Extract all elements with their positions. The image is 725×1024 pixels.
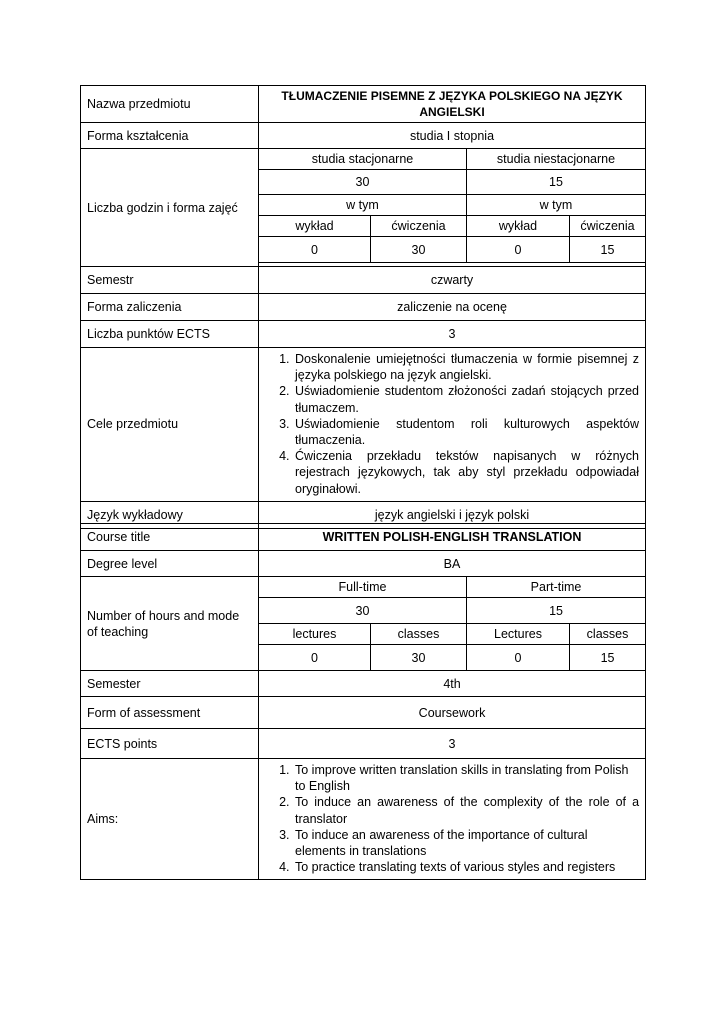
parttime-classes-value: 15 bbox=[570, 645, 646, 671]
aim-item: 3. To induce an awareness of the importance of cultural elements in translations bbox=[293, 827, 639, 859]
aim-item: 2. Uświadomienie studentom złożoności zadań stojących przed tłumaczem. bbox=[293, 383, 639, 415]
english-course-table bbox=[80, 523, 646, 880]
fulltime-lectures-value: 0 bbox=[259, 645, 371, 671]
course-name-value: TŁUMACZENIE PISEMNE Z JĘZYKA POLSKIEGO NA JĘZYK ANGIELSKI bbox=[259, 86, 646, 123]
aims-label: Aims: bbox=[81, 759, 259, 880]
parttime-lectures-header: wykład bbox=[467, 216, 570, 237]
fulltime-classes-header: ćwiczenia bbox=[371, 216, 467, 237]
hours-label: Liczba godzin i forma zajęć bbox=[81, 149, 259, 267]
course-title-value: WRITTEN POLISH-ENGLISH TRANSLATION bbox=[259, 524, 646, 551]
parttime-classes-value: 15 bbox=[570, 237, 646, 263]
fulltime-lectures-value: 0 bbox=[259, 237, 371, 263]
fulltime-classes-value: 30 bbox=[371, 645, 467, 671]
parttime-hours: 15 bbox=[467, 598, 646, 624]
parttime-classes-header: ćwiczenia bbox=[570, 216, 646, 237]
ects-label: Liczba punktów ECTS bbox=[81, 321, 259, 348]
ects-value: 3 bbox=[259, 321, 646, 348]
fulltime-lectures-header: wykład bbox=[259, 216, 371, 237]
fulltime-classes-value: 30 bbox=[371, 237, 467, 263]
degree-label: Degree level bbox=[81, 551, 259, 577]
study-form-value: studia I stopnia bbox=[259, 123, 646, 149]
parttime-classes-header: classes bbox=[570, 624, 646, 645]
parttime-lectures-value: 0 bbox=[467, 237, 570, 263]
semester-value: czwarty bbox=[259, 267, 646, 294]
assessment-label: Forma zaliczenia bbox=[81, 294, 259, 321]
aim-item: 2. To induce an awareness of the complexity of the role of a translator bbox=[293, 794, 639, 826]
aim-item: 3. Uświadomienie studentom roli kulturowych aspektów tłumaczenia. bbox=[293, 416, 639, 448]
fulltime-classes-header: classes bbox=[371, 624, 467, 645]
parttime-hours: 15 bbox=[467, 170, 646, 195]
semester-label: Semestr bbox=[81, 267, 259, 294]
aims-label: Cele przedmiotu bbox=[81, 348, 259, 502]
fulltime-header: studia stacjonarne bbox=[259, 149, 467, 170]
ects-label: ECTS points bbox=[81, 729, 259, 759]
aim-item: 1. Doskonalenie umiejętności tłumaczenia w formie pisemnej z języka polskiego na język angielski. bbox=[293, 351, 639, 383]
fulltime-header: Full-time bbox=[259, 577, 467, 598]
ects-value: 3 bbox=[259, 729, 646, 759]
language-value: język angielski i język polski bbox=[259, 501, 646, 528]
assessment-value: Coursework bbox=[259, 697, 646, 729]
semester-label: Semester bbox=[81, 671, 259, 697]
fulltime-lectures-header: lectures bbox=[259, 624, 371, 645]
polish-course-table bbox=[80, 85, 646, 529]
fulltime-hours: 30 bbox=[259, 598, 467, 624]
aim-item: 1. To improve written translation skills in translating from Polish to English bbox=[293, 762, 639, 794]
study-form-label: Forma kształcenia bbox=[81, 123, 259, 149]
semester-value: 4th bbox=[259, 671, 646, 697]
aim-item: 4. Ćwiczenia przekładu tekstów napisanych w różnych rejestrach językowych, tak aby styl przekładu odpowiadał oryginałowi. bbox=[293, 448, 639, 497]
aims-list bbox=[265, 762, 639, 875]
aims-list bbox=[265, 351, 639, 497]
assessment-label: Form of assessment bbox=[81, 697, 259, 729]
parttime-header: studia niestacjonarne bbox=[467, 149, 646, 170]
parttime-lectures-value: 0 bbox=[467, 645, 570, 671]
assessment-value: zaliczenie na ocenę bbox=[259, 294, 646, 321]
hours-label: Number of hours and mode of teaching bbox=[81, 577, 259, 671]
language-label: Język wykładowy bbox=[81, 501, 259, 528]
parttime-header: Part-time bbox=[467, 577, 646, 598]
course-name-label: Nazwa przedmiotu bbox=[81, 86, 259, 123]
parttime-lectures-header: Lectures bbox=[467, 624, 570, 645]
aims-cell bbox=[259, 348, 646, 502]
aim-item: 4. To practice translating texts of various styles and registers bbox=[293, 859, 639, 875]
degree-value: BA bbox=[259, 551, 646, 577]
course-title-label: Course title bbox=[81, 524, 259, 551]
aims-cell bbox=[259, 759, 646, 880]
parttime-including: w tym bbox=[467, 195, 646, 216]
fulltime-hours: 30 bbox=[259, 170, 467, 195]
fulltime-including: w tym bbox=[259, 195, 467, 216]
